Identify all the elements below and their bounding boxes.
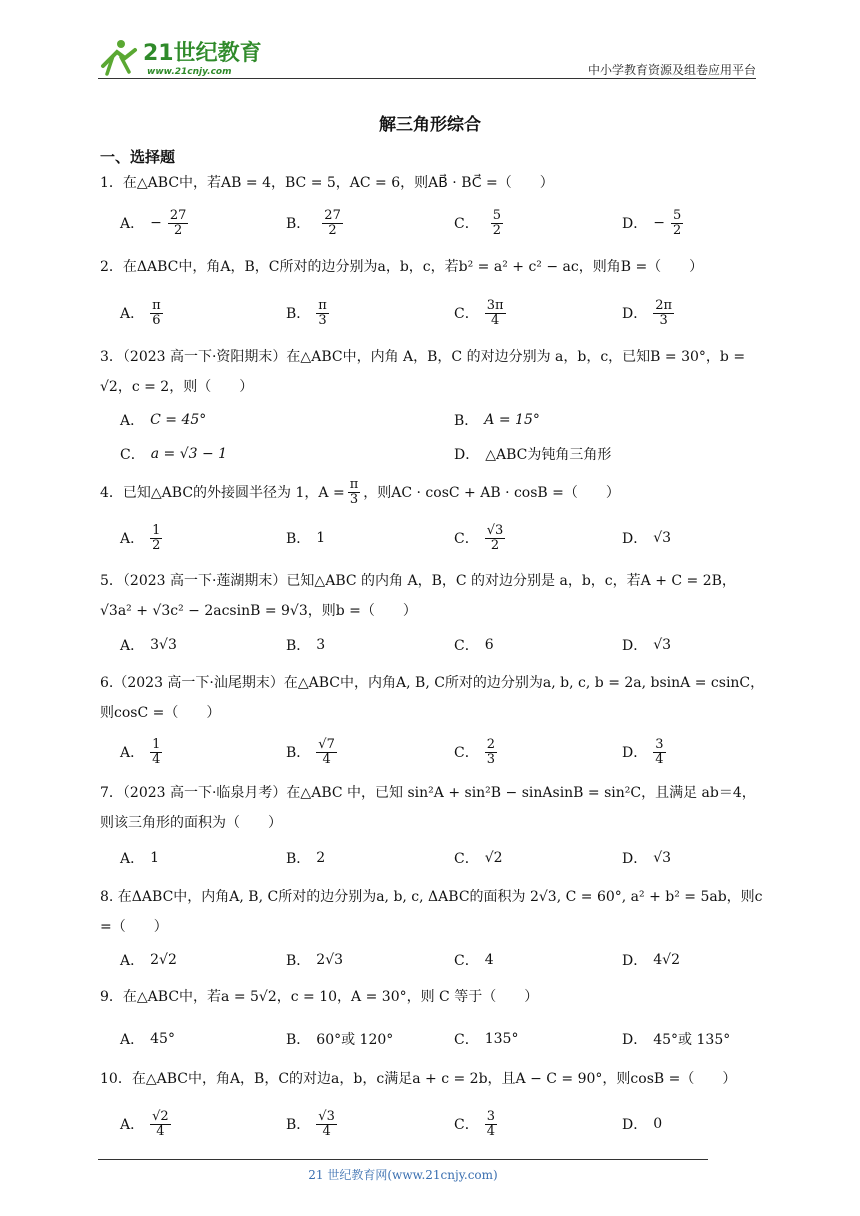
option-b: B． 1	[286, 530, 326, 547]
question-stem: 8. 在ΔABC中，内角A, B, C所对的边分别为a, b, c, ΔABC的面积为 2√3, C = 60°, a² + b² = 5ab，则c =（ ）	[100, 889, 763, 935]
option-a: A． 1	[120, 850, 160, 867]
fraction: $\frac{1}{4}$	[152, 736, 161, 767]
option-c: C． 6	[454, 637, 494, 654]
question-10-options	[120, 1106, 760, 1142]
logo-text: 21世纪教育	[143, 41, 262, 66]
question-8-options	[120, 942, 760, 978]
question-3-options-row-2	[120, 436, 760, 472]
question-1-options	[120, 205, 760, 241]
option-d: D． √3	[622, 530, 672, 547]
option-a: A． $\frac{√2}{4}$	[120, 1108, 169, 1139]
fraction: $\frac{3}{4}$	[655, 736, 664, 767]
option-a: A． 2√2	[120, 952, 177, 969]
option-b: B． 2	[286, 850, 326, 867]
question-stem: 10．在△ABC中，角A，B，C的对边a，b，c满足a + c = 2b，且A − C = 90°，则cosB =（ ）	[100, 1071, 737, 1087]
fraction: $\frac{27}{2}$	[324, 207, 341, 238]
question-4: 4．已知△ABC的外接圆半径为 1，A = $\frac{\pi}{3}$ ，则AC · cosC + AB · cosB =（ ）	[100, 477, 620, 507]
option-d: D． √3	[622, 850, 672, 867]
option-c: C． $\frac{3\pi}{4}$	[454, 297, 504, 328]
option-b: B． 60°或 120°	[286, 1032, 394, 1048]
question-9-options	[120, 1021, 760, 1057]
section-title: 一、选择题	[100, 148, 176, 166]
fraction: $\frac{3\pi}{4}$	[486, 297, 504, 328]
option-d: D． − $\frac{5}{2}$	[622, 207, 682, 238]
option-b: B． $\frac{27}{2}$	[286, 207, 341, 238]
option-c: C． $\frac{5}{2}$	[454, 207, 501, 238]
fraction: $\frac{\pi}{3}$	[349, 477, 359, 507]
option-c: C． a = √3 − 1	[120, 446, 228, 463]
option-d: D． $\frac{3}{4}$	[622, 736, 664, 767]
fraction: $\frac{√3}{4}$	[318, 1108, 335, 1139]
option-b: B． $\frac{√7}{4}$	[286, 736, 335, 767]
question-3	[100, 342, 765, 402]
option-c: C． √2	[454, 850, 503, 867]
question-stem: 7．（2023 高一下·临泉月考）在△ABC 中，已知 sin²A + sin²B − sinAsinB = sin²C，且满足 ab＝4，则该三角形的面积为（ ）	[100, 785, 756, 831]
header-divider	[98, 78, 756, 79]
option-d: D． △ABC为钝角三角形	[454, 447, 612, 463]
fraction: $\frac{5}{2}$	[672, 207, 682, 238]
option-d: D． $\frac{2\pi}{3}$	[622, 297, 673, 328]
question-stem: 5．（2023 高一下·莲湖期末）已知△ABC 的内角 A，B，C 的对边分别是 a，b，c，若A + C = 2B，√3a² + √3c² − 2acsinB = 9√3，则b =（ ）	[100, 573, 736, 619]
option-c: C． $\frac{3}{4}$	[454, 1108, 495, 1139]
question-2	[100, 256, 765, 278]
option-d: D． 0	[622, 1116, 663, 1133]
fraction: $\frac{3}{4}$	[486, 1108, 495, 1139]
site-logo	[95, 34, 265, 78]
option-a: A． C = 45°	[120, 412, 207, 429]
question-6-options	[120, 734, 760, 770]
option-a: A． $\frac{1}{2}$	[120, 522, 161, 553]
fraction: $\frac{√3}{2}$	[486, 522, 504, 553]
question-9	[100, 986, 765, 1008]
option-a: A． 45°	[120, 1031, 175, 1048]
fraction: $\frac{√2}{4}$	[152, 1108, 169, 1139]
question-stem: 2．在ΔABC中，角A，B，C所对的边分别为a，b，c，若b² = a² + c² − ac，则角B =（ ）	[100, 259, 704, 275]
option-b: B． $\frac{√3}{4}$	[286, 1108, 335, 1139]
question-2-options	[120, 295, 760, 331]
footer-link[interactable]: 21 世纪教育网(www.21cnjy.com)	[308, 1168, 498, 1182]
option-c: C． 135°	[454, 1031, 519, 1048]
question-1	[100, 172, 765, 194]
option-d: D． 45°或 135°	[622, 1032, 731, 1048]
option-d: D． √3	[622, 637, 672, 654]
fraction: $\frac{\pi}{6}$	[152, 297, 161, 328]
question-6	[100, 668, 765, 728]
question-7	[100, 778, 765, 838]
option-a: A． − $\frac{27}{2}$	[120, 207, 187, 238]
question-stem: 1．在△ABC中，若AB = 4，BC = 5，AC = 6，则AB⃗ · BC⃗ =（ ）	[100, 175, 554, 191]
fraction: $\frac{27}{2}$	[169, 207, 187, 238]
question-8	[100, 882, 765, 942]
question-3-options-row-1	[120, 402, 760, 438]
question-7-options	[120, 840, 760, 876]
logo-url: www.21cnjy.com	[147, 67, 232, 77]
fraction: $\frac{√7}{4}$	[318, 736, 335, 767]
option-a: A． 3√3	[120, 637, 177, 654]
fraction: $\frac{2}{3}$	[486, 736, 495, 767]
question-5-options	[120, 627, 760, 663]
question-stem: 9．在△ABC中，若a = 5√2，c = 10，A = 30°，则 C 等于（ ）	[100, 989, 539, 1005]
footer-divider	[98, 1159, 708, 1160]
option-b: B． $\frac{\pi}{3}$	[286, 297, 327, 328]
option-c: C． 4	[454, 952, 494, 969]
fraction: $\frac{1}{2}$	[152, 522, 161, 553]
question-4-options	[120, 520, 760, 556]
question-stem: 3．（2023 高一下·资阳期末）在△ABC中，内角 A，B，C 的对边分别为 a，b，c，已知B = 30°，b = √2，c = 2，则（ ）	[100, 349, 746, 395]
document-title: 解三角形综合	[379, 115, 481, 135]
option-c: C． $\frac{√3}{2}$	[454, 522, 504, 553]
question-5	[100, 566, 765, 626]
option-a: A． $\frac{1}{4}$	[120, 736, 161, 767]
question-10	[100, 1068, 765, 1090]
fraction: $\frac{\pi}{3}$	[318, 297, 327, 328]
fraction: $\frac{2\pi}{3}$	[655, 297, 673, 328]
header-platform-text: 中小学教育资源及组卷应用平台	[587, 63, 756, 77]
option-b: B． 3	[286, 637, 326, 654]
option-b: B． 2√3	[286, 952, 344, 969]
option-d: D． 4√2	[622, 952, 680, 969]
question-stem: 6.（2023 高一下·汕尾期末）在△ABC中，内角A, B, C所对的边分别为a, b, c, b = 2a, bsinA = csinC，则cosC =（ ）	[100, 675, 765, 721]
option-c: C． $\frac{2}{3}$	[454, 736, 495, 767]
fraction: $\frac{5}{2}$	[492, 207, 501, 238]
option-a: A． $\frac{\pi}{6}$	[120, 297, 161, 328]
option-b: B． A = 15°	[454, 412, 540, 429]
